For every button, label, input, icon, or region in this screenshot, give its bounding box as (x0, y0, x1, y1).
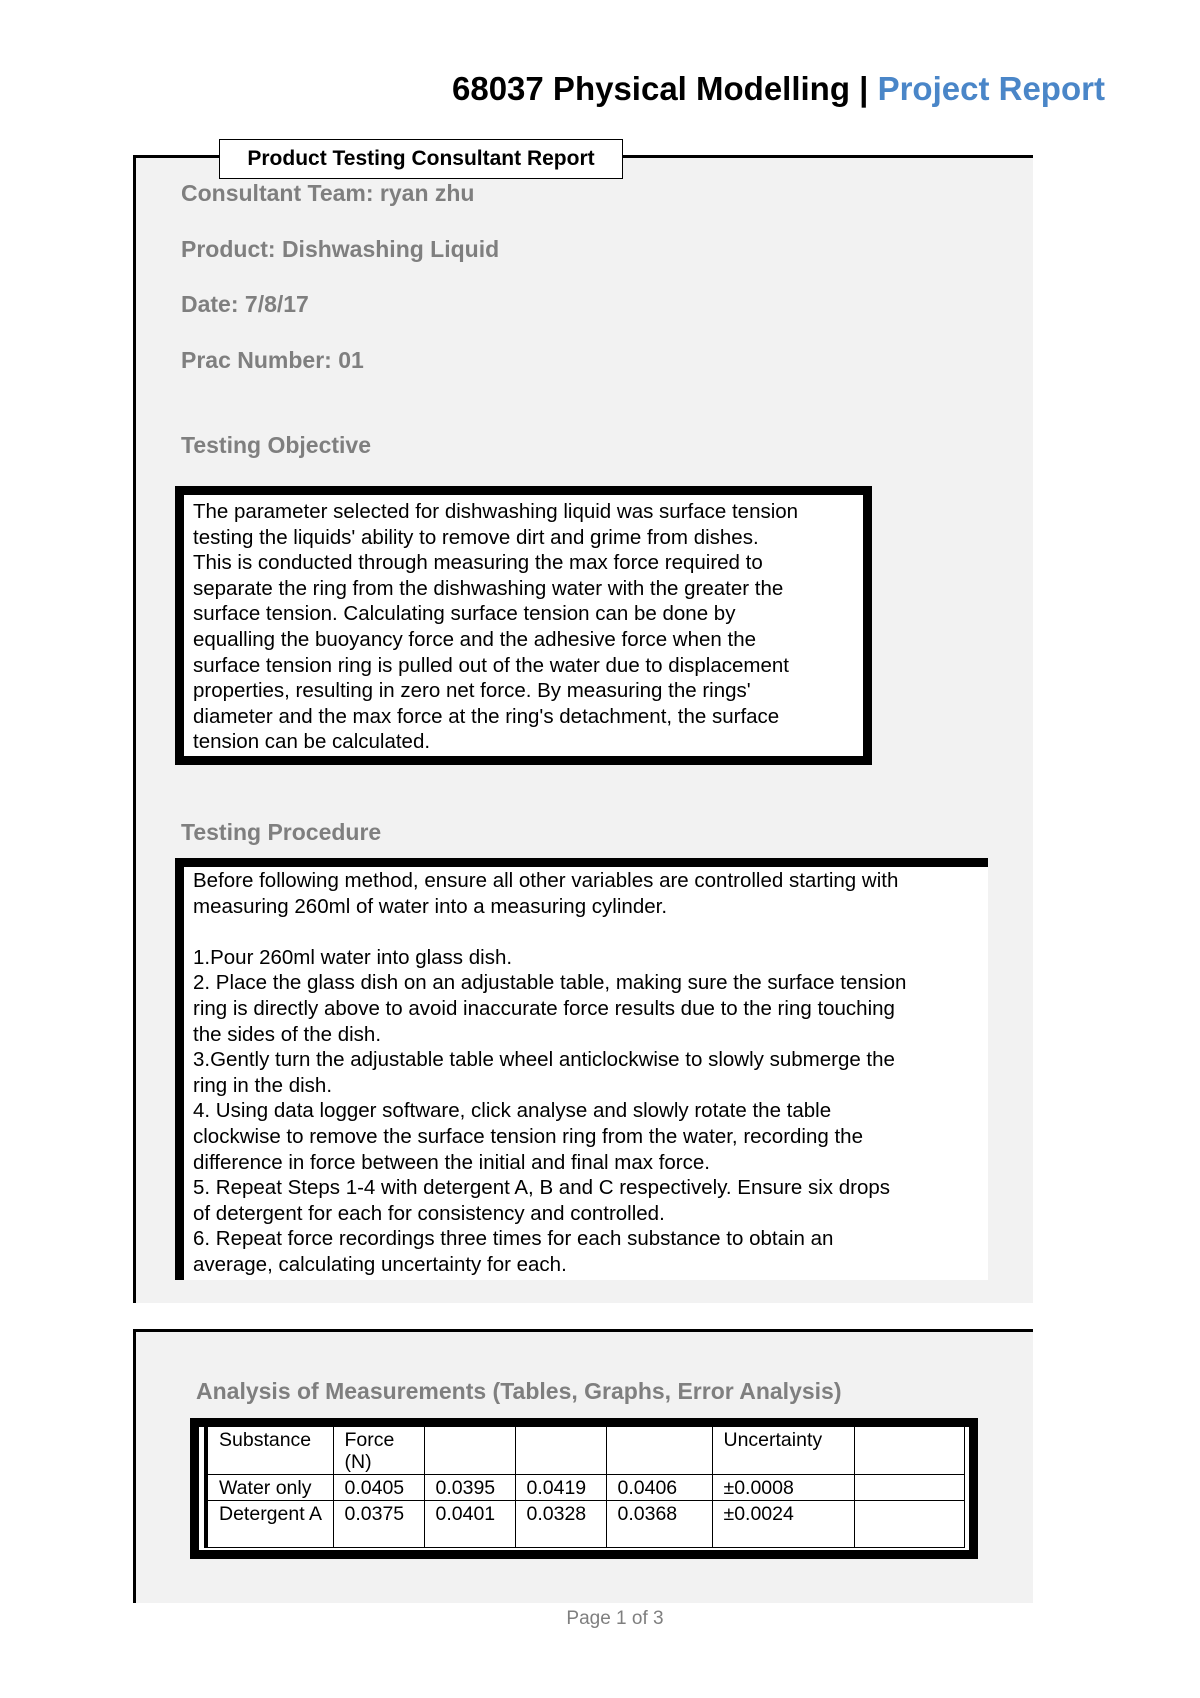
table-cell: 0.0406 (606, 1474, 712, 1500)
testing-objective-heading: Testing Objective (181, 432, 372, 458)
prac-number-field: Prac Number: 01 (181, 347, 364, 373)
table-cell: Water only (206, 1474, 333, 1500)
table-cell: Detergent A (206, 1500, 333, 1547)
table-cell: 0.0328 (515, 1500, 606, 1547)
table-cell (854, 1474, 964, 1500)
table-cell: 0.0401 (424, 1500, 515, 1547)
analysis-heading: Analysis of Measurements (Tables, Graphs, Error Analysis) (196, 1378, 842, 1404)
consultant-team-field: Consultant Team: ryan zhu (181, 180, 475, 206)
testing-procedure-heading: Testing Procedure (181, 819, 382, 845)
table-row (206, 1474, 964, 1500)
table-cell: 0.0419 (515, 1474, 606, 1500)
page-number-footer: Page 1 of 3 (566, 1608, 664, 1629)
table-header-row (206, 1427, 964, 1474)
header-title-accent: Project Report (877, 70, 1105, 107)
testing-procedure-text: Before following method, ensure all other variables are controlled starting with measuring 260ml of water into a measuring cylinder. 1.Pour 260ml water into glass dish. 2. Place the glass dish on an adjustable table, making sure the surface tension ring is directly above to avoid inaccurate force results due to the ring touching the sides of the dish. 3.Gently turn the adjustable table wheel anticlockwise to slowly submerge the ring in the dish. 4. Using data logger software, click analyse and slowly rotate the table clockwise to remove the surface tension ring from the water, recording the difference in force between the initial and final max force. 5. Repeat Steps 1-4 with detergent A, B and C respectively. Ensure six drops of detergent for each for consistency and controlled. 6. Repeat force recordings three times for each substance to obtain an average, calculating uncertainty for each. (175, 858, 988, 1280)
table-cell: ±0.0008 (712, 1474, 854, 1500)
date-field: Date: 7/8/17 (181, 291, 309, 317)
table-cell (854, 1500, 964, 1547)
table-header-cell: Substance (206, 1427, 333, 1474)
measurements-table (204, 1427, 965, 1548)
table-header-cell (854, 1427, 964, 1474)
table-cell: 0.0368 (606, 1500, 712, 1547)
table-header-cell (515, 1427, 606, 1474)
table-row (206, 1500, 964, 1547)
table-cell: 0.0405 (333, 1474, 424, 1500)
table-header-cell (424, 1427, 515, 1474)
table-cell: ±0.0024 (712, 1500, 854, 1547)
table-header-cell: Uncertainty (712, 1427, 854, 1474)
table-header-cell (606, 1427, 712, 1474)
report-panel-label: Product Testing Consultant Report (219, 139, 623, 179)
table-header-cell: Force (N) (333, 1427, 424, 1474)
table-cell: 0.0375 (333, 1500, 424, 1547)
testing-objective-text: The parameter selected for dishwashing liquid was surface tension testing the liquids' ability to remove dirt and grime from dishes. This is conducted through measuring the max force required to separate the ring from the dishwashing water with the greater the surface tension. Calculating surface tension can be done by equalling the buoyancy force and the adhesive force when the surface tension ring is pulled out of the water due to displacement properties, resulting in zero net force. By measuring the rings' diameter and the max force at the ring's detachment, the surface tension can be calculated. (175, 486, 872, 765)
table-cell: 0.0395 (424, 1474, 515, 1500)
header-title-main: 68037 Physical Modelling | (452, 70, 878, 107)
page-header-title (452, 70, 1105, 108)
product-field: Product: Dishwashing Liquid (181, 236, 500, 262)
